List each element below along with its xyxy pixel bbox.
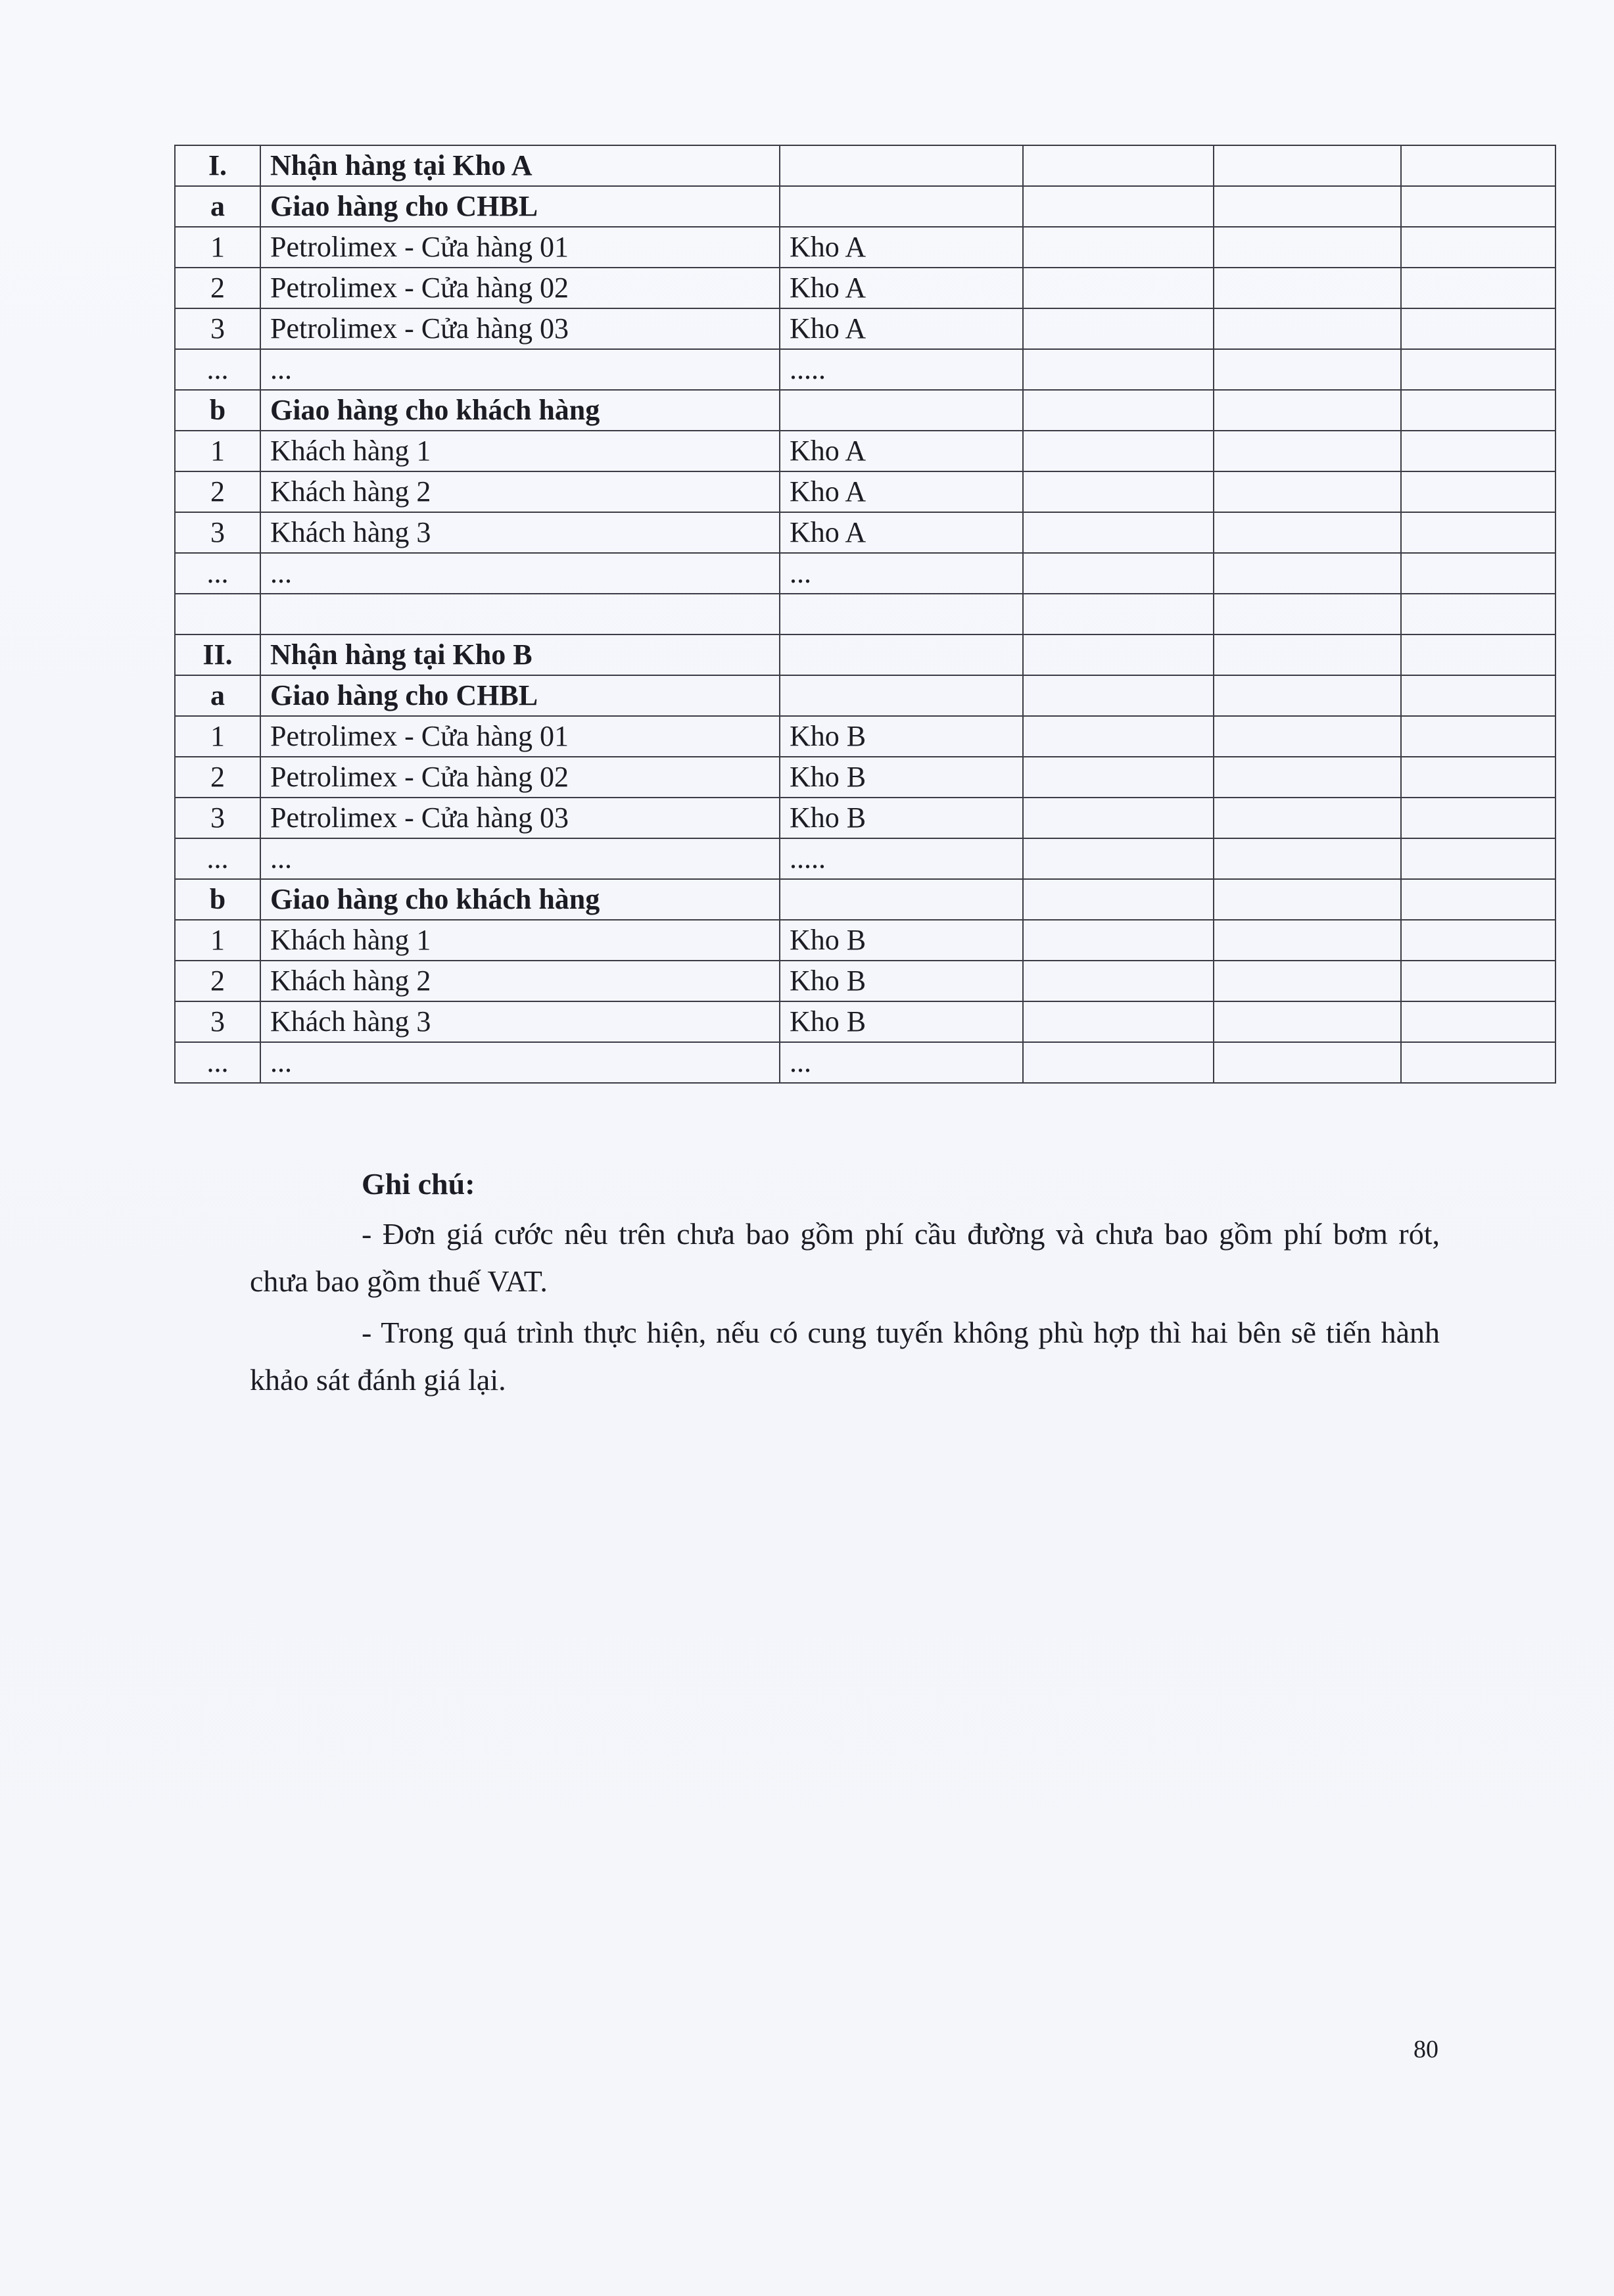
cell-stt: 2	[175, 961, 260, 1001]
cell-route-name: Giao hàng cho khách hàng	[260, 390, 780, 431]
cell-empty	[1214, 838, 1401, 879]
cell-warehouse: Kho A	[780, 268, 1023, 308]
cell-empty	[1023, 553, 1214, 594]
cell-stt: 2	[175, 757, 260, 798]
cell-empty	[1214, 227, 1401, 268]
cell-stt: ...	[175, 1042, 260, 1083]
cell-empty	[1023, 390, 1214, 431]
cell-warehouse	[780, 594, 1023, 634]
table-row	[175, 838, 1555, 879]
table-row	[175, 227, 1555, 268]
table-row	[175, 145, 1555, 186]
cell-empty	[1401, 553, 1555, 594]
cell-warehouse: Kho A	[780, 227, 1023, 268]
table-row	[175, 308, 1555, 349]
cell-empty	[1401, 594, 1555, 634]
cell-warehouse	[780, 634, 1023, 675]
cell-warehouse: Kho A	[780, 512, 1023, 553]
cell-warehouse: Kho A	[780, 471, 1023, 512]
notes-section	[250, 1160, 1440, 1408]
cell-route-name: Petrolimex - Cửa hàng 02	[260, 268, 780, 308]
cell-warehouse	[780, 145, 1023, 186]
cell-empty	[1401, 879, 1555, 920]
cell-warehouse: Kho A	[780, 308, 1023, 349]
cell-stt: 3	[175, 308, 260, 349]
table-row	[175, 634, 1555, 675]
cell-empty	[1401, 1042, 1555, 1083]
cell-route-name	[260, 594, 780, 634]
cell-empty	[1401, 390, 1555, 431]
cell-route-name: Khách hàng 3	[260, 512, 780, 553]
cell-stt: ...	[175, 349, 260, 390]
cell-empty	[1214, 798, 1401, 838]
cell-stt: 1	[175, 920, 260, 961]
table-row	[175, 716, 1555, 757]
table-row	[175, 553, 1555, 594]
cell-empty	[1214, 757, 1401, 798]
cell-warehouse: ...	[780, 553, 1023, 594]
cell-empty	[1401, 798, 1555, 838]
cell-stt: ...	[175, 838, 260, 879]
cell-empty	[1214, 186, 1401, 227]
cell-empty	[1401, 145, 1555, 186]
cell-stt: 3	[175, 798, 260, 838]
cell-route-name: Khách hàng 1	[260, 920, 780, 961]
note-item: - Đơn giá cước nêu trên chưa bao gồm phí cầu đường và chưa bao gồm phí bơm rót, chưa bao gồm thuế VAT.	[250, 1217, 1440, 1298]
cell-empty	[1023, 268, 1214, 308]
table-row	[175, 757, 1555, 798]
cell-empty	[1023, 145, 1214, 186]
cell-empty	[1214, 634, 1401, 675]
cell-warehouse	[780, 186, 1023, 227]
cell-stt: I.	[175, 145, 260, 186]
cell-empty	[1023, 227, 1214, 268]
cell-warehouse: Kho A	[780, 431, 1023, 471]
cell-empty	[1214, 879, 1401, 920]
cell-route-name: Petrolimex - Cửa hàng 01	[260, 716, 780, 757]
cell-warehouse: ...	[780, 1042, 1023, 1083]
table-body	[175, 145, 1555, 1083]
cell-stt: 1	[175, 716, 260, 757]
table-row	[175, 431, 1555, 471]
cell-stt: 1	[175, 431, 260, 471]
cell-empty	[1401, 757, 1555, 798]
cell-stt: a	[175, 675, 260, 716]
cell-empty	[1214, 553, 1401, 594]
cell-empty	[1214, 268, 1401, 308]
table-row	[175, 961, 1555, 1001]
cell-empty	[1401, 1001, 1555, 1042]
cell-route-name: Giao hàng cho CHBL	[260, 186, 780, 227]
cell-empty	[1401, 716, 1555, 757]
cell-route-name: Khách hàng 1	[260, 431, 780, 471]
cell-empty	[1401, 838, 1555, 879]
cell-empty	[1023, 471, 1214, 512]
cell-empty	[1023, 961, 1214, 1001]
cell-empty	[1023, 349, 1214, 390]
table-row	[175, 675, 1555, 716]
cell-route-name: Giao hàng cho CHBL	[260, 675, 780, 716]
cell-empty	[1023, 634, 1214, 675]
cell-empty	[1214, 349, 1401, 390]
cell-stt: a	[175, 186, 260, 227]
cell-empty	[1401, 675, 1555, 716]
cell-stt: ...	[175, 553, 260, 594]
cell-stt: 3	[175, 1001, 260, 1042]
cell-empty	[1214, 920, 1401, 961]
cell-stt: 3	[175, 512, 260, 553]
page-number: 80	[1413, 2036, 1438, 2063]
cell-empty	[1214, 471, 1401, 512]
cell-warehouse: .....	[780, 349, 1023, 390]
cell-route-name: Petrolimex - Cửa hàng 01	[260, 227, 780, 268]
cell-route-name: Petrolimex - Cửa hàng 02	[260, 757, 780, 798]
table-row	[175, 920, 1555, 961]
cell-route-name: Nhận hàng tại Kho B	[260, 634, 780, 675]
cell-warehouse: .....	[780, 838, 1023, 879]
cell-empty	[1214, 512, 1401, 553]
cell-stt: b	[175, 390, 260, 431]
notes-heading: Ghi chú:	[362, 1167, 475, 1201]
cell-empty	[1023, 798, 1214, 838]
cell-route-name: Petrolimex - Cửa hàng 03	[260, 308, 780, 349]
cell-warehouse: Kho B	[780, 798, 1023, 838]
cell-empty	[1401, 961, 1555, 1001]
cell-route-name: ...	[260, 349, 780, 390]
cell-empty	[1023, 879, 1214, 920]
cell-stt: b	[175, 879, 260, 920]
cell-route-name: Nhận hàng tại Kho A	[260, 145, 780, 186]
cell-route-name: Khách hàng 3	[260, 1001, 780, 1042]
freight-rate-table	[174, 145, 1556, 1084]
cell-route-name: Khách hàng 2	[260, 471, 780, 512]
cell-empty	[1401, 920, 1555, 961]
table-row	[175, 349, 1555, 390]
cell-warehouse: Kho B	[780, 961, 1023, 1001]
table-row	[175, 390, 1555, 431]
cell-warehouse: Kho B	[780, 1001, 1023, 1042]
cell-empty	[1023, 920, 1214, 961]
cell-empty	[1214, 1001, 1401, 1042]
cell-stt: 2	[175, 268, 260, 308]
cell-route-name: Khách hàng 2	[260, 961, 780, 1001]
cell-route-name: ...	[260, 838, 780, 879]
table-row	[175, 1042, 1555, 1083]
cell-empty	[1023, 838, 1214, 879]
table-row	[175, 186, 1555, 227]
cell-empty	[1023, 512, 1214, 553]
cell-empty	[1401, 349, 1555, 390]
cell-stt	[175, 594, 260, 634]
cell-empty	[1401, 186, 1555, 227]
cell-stt: 2	[175, 471, 260, 512]
cell-empty	[1401, 634, 1555, 675]
cell-empty	[1401, 512, 1555, 553]
cell-warehouse: Kho B	[780, 920, 1023, 961]
cell-warehouse: Kho B	[780, 716, 1023, 757]
cell-empty	[1023, 716, 1214, 757]
cell-empty	[1023, 308, 1214, 349]
table-row	[175, 471, 1555, 512]
cell-empty	[1214, 716, 1401, 757]
cell-empty	[1214, 1042, 1401, 1083]
cell-stt: II.	[175, 634, 260, 675]
cell-warehouse	[780, 675, 1023, 716]
table-row	[175, 798, 1555, 838]
table-row	[175, 512, 1555, 553]
cell-empty	[1023, 757, 1214, 798]
cell-empty	[1023, 1042, 1214, 1083]
cell-empty	[1023, 186, 1214, 227]
cell-route-name: ...	[260, 553, 780, 594]
cell-route-name: ...	[260, 1042, 780, 1083]
cell-empty	[1214, 961, 1401, 1001]
cell-empty	[1023, 675, 1214, 716]
cell-warehouse	[780, 879, 1023, 920]
cell-warehouse: Kho B	[780, 757, 1023, 798]
cell-empty	[1023, 594, 1214, 634]
cell-empty	[1401, 227, 1555, 268]
cell-empty	[1401, 431, 1555, 471]
cell-empty	[1214, 390, 1401, 431]
table-row	[175, 879, 1555, 920]
cell-warehouse	[780, 390, 1023, 431]
note-item: - Trong quá trình thực hiện, nếu có cung tuyến không phù hợp thì hai bên sẽ tiến hành khảo sát đánh giá lại.	[250, 1316, 1440, 1397]
table-row	[175, 594, 1555, 634]
cell-empty	[1023, 431, 1214, 471]
cell-empty	[1023, 1001, 1214, 1042]
cell-route-name: Giao hàng cho khách hàng	[260, 879, 780, 920]
cell-empty	[1401, 268, 1555, 308]
cell-empty	[1401, 471, 1555, 512]
cell-empty	[1214, 594, 1401, 634]
cell-stt: 1	[175, 227, 260, 268]
cell-route-name: Petrolimex - Cửa hàng 03	[260, 798, 780, 838]
table-row	[175, 268, 1555, 308]
cell-empty	[1401, 308, 1555, 349]
cell-empty	[1214, 145, 1401, 186]
cell-empty	[1214, 431, 1401, 471]
cell-empty	[1214, 675, 1401, 716]
table-row	[175, 1001, 1555, 1042]
cell-empty	[1214, 308, 1401, 349]
